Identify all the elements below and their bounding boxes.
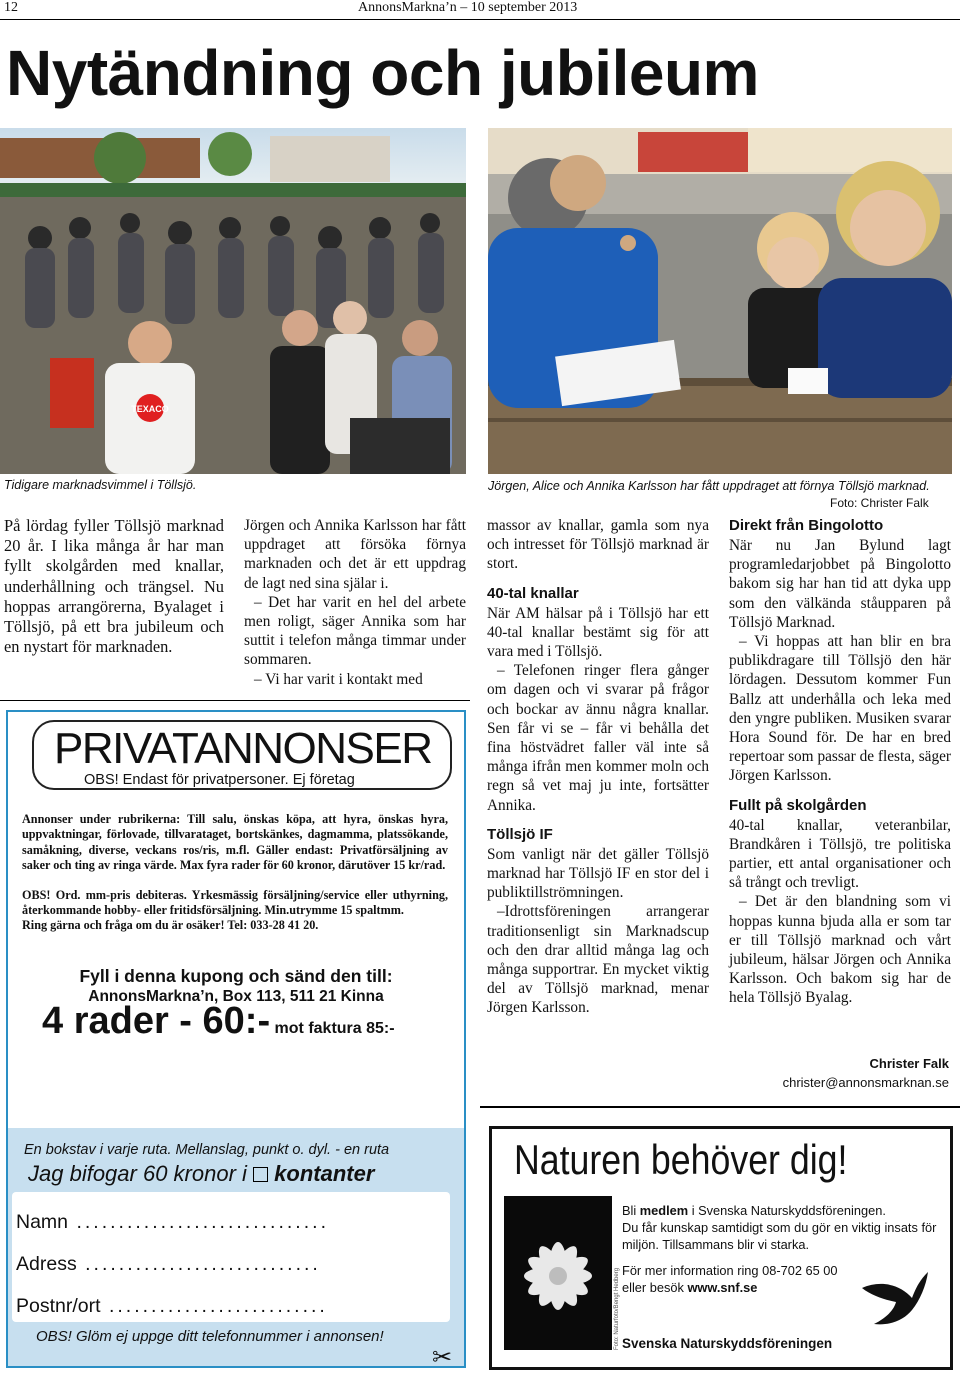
photo-left-caption: Tidigare marknadsvimmel i Töllsjö.	[4, 478, 197, 492]
coupon-price-small: mot faktura 85:-	[274, 1020, 395, 1037]
nature-ad-line2: Du får kunskap samtidigt som du gör en viktig insats för miljön. Tillsammans blir vi starka.	[622, 1220, 937, 1253]
coupon-note: En bokstav i varje ruta. Mellanslag, punkt o. dyl. - en ruta	[24, 1142, 390, 1158]
private-ads-title: PRIVATANNONSER	[54, 724, 432, 773]
snf-swallow-logo	[860, 1270, 930, 1328]
scissors-icon: ✂	[432, 1344, 453, 1371]
col4-subhead-skolgarden: Fullt på skolgården	[729, 796, 867, 814]
private-ads-subtitle: OBS! Endast för privatpersoner. Ej företag	[84, 772, 355, 788]
col3-subhead-knallar: 40-tal knallar	[487, 584, 579, 602]
private-ads-rules-1: Annonser under rubrikerna: Till salu, önskas köpa, att hyra, önskas hyra, uppvaktningar, förlovade, tillvarataget, bortskänkes, dagmamma, platssökande, samåkning, diverse, veckans ros/ris, m.fl. Gäller endast: Privatförsäljning av saker och ting av ringa värde. Max fyra rader för 60 kronor, därutöver 15 kr/rad.	[22, 812, 448, 873]
nature-ad-title: Naturen behöver dig!	[514, 1136, 848, 1183]
private-ads-rules	[22, 812, 448, 934]
coupon-cash-line	[28, 1161, 374, 1187]
coupon-price-big: 4 rader - 60:-	[42, 1000, 271, 1042]
nature-ad-url: www.snf.se	[687, 1279, 758, 1295]
nature-ad-line1-pre: Bli	[622, 1203, 640, 1218]
name-label: Namn	[16, 1211, 69, 1233]
col3-paragraph-5: –Idrottsföreningen arrangerar traditionsenligt sin Marknadscup och den drar alltid många lag och många supportrar. En mycket viktig del av Töllsjö marknad, menar Jörgen Karlsson.	[487, 903, 709, 1017]
col4-paragraph-3: 40-tal knallar, veteranbilar, Brandkåren i Töllsjö, tre politiska partier, ett antal organisationer och så trångt och trevligt.	[729, 816, 951, 892]
col4-paragraph-4: – Det är den blandning som vi hoppas kunna bjuda alla er som tar er till Töllsjö marknad och vårt jubileum, hälsar Jörgen och Annika Karlsson. Och bakom sig har de hela Töllsjö Byalag.	[729, 893, 951, 1007]
cash-checkbox[interactable]	[253, 1167, 268, 1182]
col2-paragraph-1: Jörgen och Annika Karlsson har fått uppdraget att försöka förnya marknaden och det är ett uppdrag de lagt ned sina själar i.	[244, 517, 466, 592]
col3-paragraph-2: När AM hälsar på i Töllsjö har ett 40-tal knallar bestämt sig för att vara med i Töllsjö.	[487, 604, 709, 661]
address-dots: ............................	[76, 1253, 321, 1275]
nature-ad-line4-pre: eller besök	[622, 1279, 688, 1295]
photo-market-crowd	[0, 128, 466, 474]
postal-label: Postnr/ort	[16, 1295, 101, 1317]
name-field[interactable]	[16, 1211, 329, 1234]
author-name: Christer Falk	[869, 1056, 949, 1071]
nature-ad-line3: För mer information ring 08-702 65 00	[622, 1262, 838, 1278]
texaco-sign-text: TEXACO	[131, 404, 169, 414]
flower-photo-credit: Foto: Naturfoto/Bengt Hedberg	[614, 1267, 620, 1350]
page-number: 12	[4, 0, 18, 15]
photo-right-caption: Jörgen, Alice och Annika Karlsson har fått uppdraget att förnya Töllsjö marknad.	[488, 479, 930, 493]
col3-subhead-tollsjo-if: Töllsjö IF	[487, 825, 553, 843]
col3-paragraph-3: – Telefonen ringer flera gånger om dagen och vi svarar på frågor och bockar av ännu några knallar. Sen får vi se – får vi behålla det fina höstvädret faller väl inte så många ifrån men kommer moln och regn så vet maj ju inte, fortsätter Annika.	[487, 662, 709, 814]
article-column-4	[729, 516, 951, 1008]
col4-subhead-bingolotto: Direkt från Bingolotto	[729, 517, 884, 534]
address-label: Adress	[16, 1253, 77, 1275]
article-lede: På lördag fyller Töllsjö marknad 20 år. I lika många år har man fyllt skolgården med knallar, underhållning och trängsel. Nu hoppas arrangörerna, Byalaget i Töllsjö, på ett bra jubileum och en nystart för marknaden.	[4, 516, 224, 657]
snf-org-name: Svenska Naturskyddsföreningen	[622, 1336, 833, 1351]
col3-paragraph-4: Som vanligt när det gäller Töllsjö marknad har Töllsjö IF en stor del i publiktillströmningen.	[487, 845, 709, 902]
private-ads-rules-2: OBS! Ord. mm-pris debiteras. Yrkesmässig försäljning/service eller uthyrning, återkommande hobby- eller fritidsförsäljning. Min.utrymme 15 spaltmm.	[22, 887, 448, 918]
col2-paragraph-3: – Vi har varit i kontakt med	[254, 670, 423, 688]
divider-rule	[0, 700, 470, 701]
nature-ad-line1-post: i Svenska Naturskyddsföreningen.	[688, 1203, 886, 1218]
col4-paragraph-1: När nu Jan Bylund lagt programledarjobbet på Bingolotto bakom sig har han tid att dyka upp som den välkända ståupparen på Töllsjö Marknad.	[729, 537, 951, 631]
postal-field[interactable]	[16, 1295, 328, 1318]
publication-line: AnnonsMarkna’n – 10 september 2013	[358, 0, 578, 15]
private-ads-rules-3: Ring gärna och fråga om du är osäker! Tel: 033-28 41 20.	[22, 918, 319, 933]
postal-dots: ..........................	[100, 1295, 328, 1317]
article-column-2	[244, 516, 466, 689]
photo-karlsson-family	[488, 128, 952, 474]
author-email: christer@annonsmarknan.se	[782, 1075, 949, 1090]
col4-paragraph-2: – Vi hoppas att han blir en bra publikdragare till Töllsjö den här lördagen. Dessutom kommer Fun Ballz att underhålla och leka med den yngre publiken. Musiken svarar Hora Sound för. De har en bred repertoar som passar de flesta, säger Jörgen Karlsson.	[729, 633, 951, 785]
nature-ad-member: medlem	[639, 1203, 689, 1218]
coupon-footer: OBS! Glöm ej uppge ditt telefonnummer i annonsen!	[36, 1328, 384, 1345]
address-field[interactable]	[16, 1253, 321, 1276]
name-dots: ..............................	[68, 1211, 329, 1233]
headline: Nytändning och jubileum	[6, 37, 759, 109]
divider-rule	[480, 1106, 960, 1108]
coupon-send-line: Fyll i denna kupong och sänd den till:	[79, 966, 393, 986]
coupon-cash-bold: kontanter	[274, 1161, 375, 1186]
col3-paragraph-1: massor av knallar, gamla som nya och intresset för Töllsjö marknad är stort.	[487, 517, 709, 573]
photo-credit: Foto: Christer Falk	[830, 496, 929, 510]
coupon-address: AnnonsMarkna’n, Box 113, 511 21 Kinna	[88, 988, 384, 1005]
col2-paragraph-2: – Det har varit en hel del arbete men roligt, säger Annika som har suttit i telefon många timmar under sommaren.	[244, 593, 466, 669]
coupon-price	[42, 1000, 395, 1043]
flower-photo	[504, 1196, 612, 1350]
page-header	[0, 0, 960, 20]
article-column-3	[487, 516, 709, 1018]
coupon-cash-text: Jag bifogar 60 kronor i	[28, 1161, 247, 1186]
